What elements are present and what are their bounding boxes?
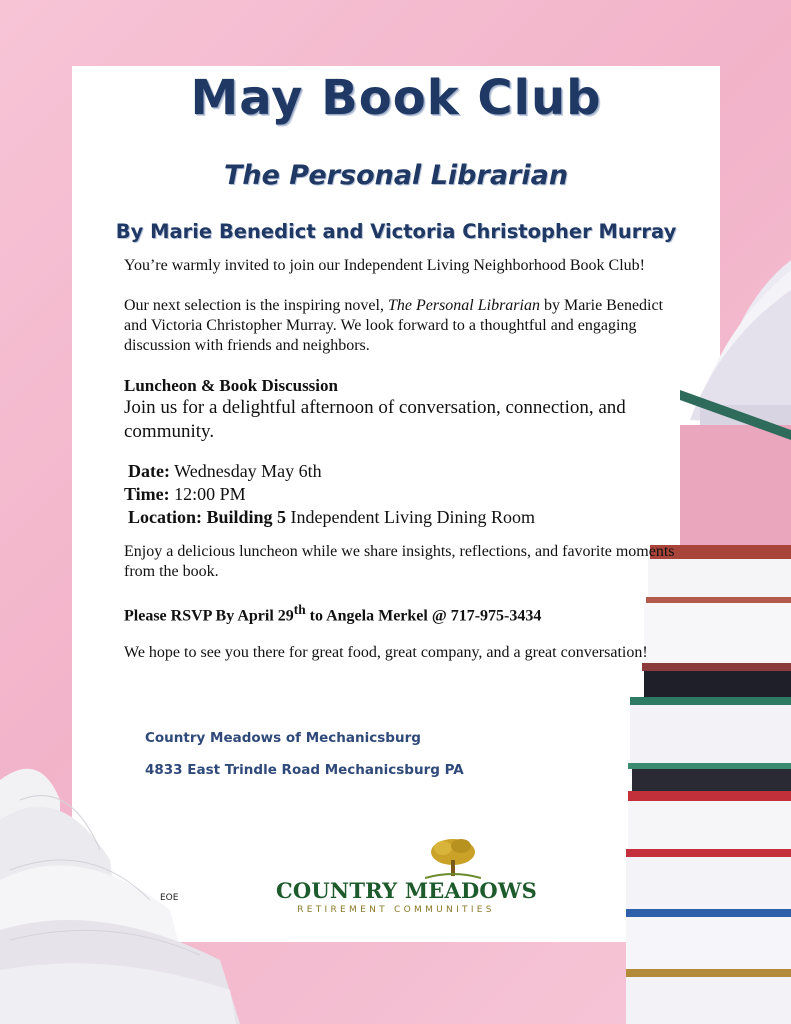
closing-paragraph: We hope to see you there for great food, great company, and a great conversation!	[124, 644, 648, 662]
time-label: Time:	[124, 484, 170, 504]
logo-name: COUNTRY MEADOWS	[276, 878, 538, 903]
date-value: Wednesday May 6th	[169, 461, 322, 481]
section-text: Join us for a delightful afternoon of conversation, connection, and community.	[124, 397, 626, 442]
location-label: Location: Building 5	[128, 507, 287, 527]
time-value: 12:00 PM	[169, 484, 246, 504]
logo-tagline: RETIREMENT COMMUNITIES	[297, 905, 495, 915]
book-title: The Personal Librarian	[223, 160, 569, 191]
selection-suffix: by Marie Benedict and Victoria Christopher Murray. We look forward to a thoughtful and engaging discussion with friends and neighbors.	[124, 297, 664, 354]
rsvp-superscript: th	[293, 602, 306, 617]
selection-title: The Personal Librarian	[387, 297, 540, 314]
location-value: Independent Living Dining Room	[286, 507, 536, 527]
page-title: May Book Club	[190, 70, 602, 126]
open-book-illustration	[0, 740, 240, 1024]
section-heading: Luncheon & Book Discussion	[124, 376, 338, 395]
intro-paragraph: You’re warmly invited to join our Independent Living Neighborhood Book Club!	[124, 257, 645, 274]
selection-prefix: Our next selection is the inspiring novel,	[124, 297, 388, 314]
flyer-body	[124, 256, 684, 677]
date-row	[124, 460, 684, 483]
org-name: Country Meadows of Mechanicsburg	[145, 730, 421, 746]
book-authors: By Marie Benedict and Victoria Christopher Murray	[115, 220, 677, 243]
date-label: Date:	[128, 461, 170, 481]
selection-paragraph	[124, 296, 684, 356]
tree-icon	[425, 836, 481, 880]
rsvp-line	[124, 600, 684, 626]
event-details	[124, 460, 684, 529]
enjoy-paragraph: Enjoy a delicious luncheon while we share insights, reflections, and favorite moments from the book.	[124, 543, 675, 580]
time-row	[124, 483, 684, 506]
rsvp-prefix: Please RSVP By April 29	[124, 607, 294, 625]
eoe-label: EOE	[160, 893, 179, 903]
rsvp-suffix: to Angela Merkel @ 717-975-3434	[305, 607, 542, 625]
org-address: 4833 East Trindle Road Mechanicsburg PA	[145, 762, 464, 778]
location-row	[124, 506, 684, 529]
